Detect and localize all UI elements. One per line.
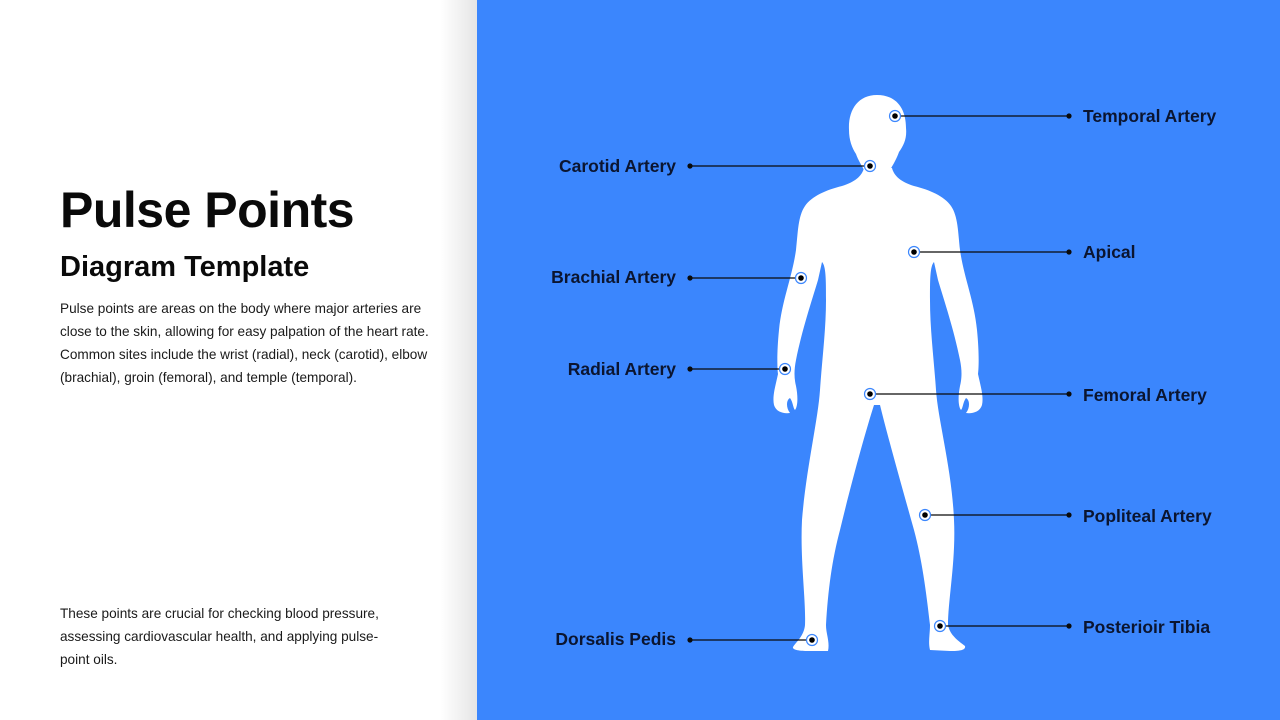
description-paragraph: Pulse points are areas on the body where major arteries are close to the skin, allowing for easy palpation of the heart rate. Common sites include the wrist (radial), neck (carotid), elbow (brachial), groin (femoral), and temple (temporal). xyxy=(60,301,429,385)
popliteal-pulse-marker-icon[interactable] xyxy=(920,510,931,521)
label-temporal-artery: Temporal Artery xyxy=(1083,106,1217,126)
human-body-silhouette-icon xyxy=(773,95,982,651)
slide-subtitle: Diagram Template xyxy=(60,251,310,283)
label-apical: Apical xyxy=(1083,242,1136,262)
posterior-tibia-pulse-marker-icon[interactable] xyxy=(935,621,946,632)
brachial-pulse-marker-icon[interactable] xyxy=(796,273,807,284)
radial-pulse-marker-icon[interactable] xyxy=(780,364,791,375)
label-carotid-artery: Carotid Artery xyxy=(558,156,676,176)
slide-title: Pulse Points xyxy=(60,182,355,238)
apical-pulse-marker-icon[interactable] xyxy=(909,247,920,258)
label-brachial-artery: Brachial Artery xyxy=(551,267,676,287)
carotid-pulse-marker-icon[interactable] xyxy=(865,161,876,172)
dorsalis-pedis-pulse-marker-icon[interactable] xyxy=(807,635,818,646)
label-femoral-artery: Femoral Artery xyxy=(1083,385,1207,405)
temporal-pulse-marker-icon[interactable] xyxy=(890,111,901,122)
label-posterior-tibia: Posterioir Tibia xyxy=(1083,617,1211,637)
label-radial-artery: Radial Artery xyxy=(567,359,676,379)
footer-note-paragraph: These points are crucial for checking blood pressure, assessing cardiovascular health, and applying pulse-point oils. xyxy=(60,606,379,667)
femoral-pulse-marker-icon[interactable] xyxy=(865,389,876,400)
label-popliteal-artery: Popliteal Artery xyxy=(1083,506,1212,526)
label-dorsalis-pedis: Dorsalis Pedis xyxy=(555,629,676,649)
